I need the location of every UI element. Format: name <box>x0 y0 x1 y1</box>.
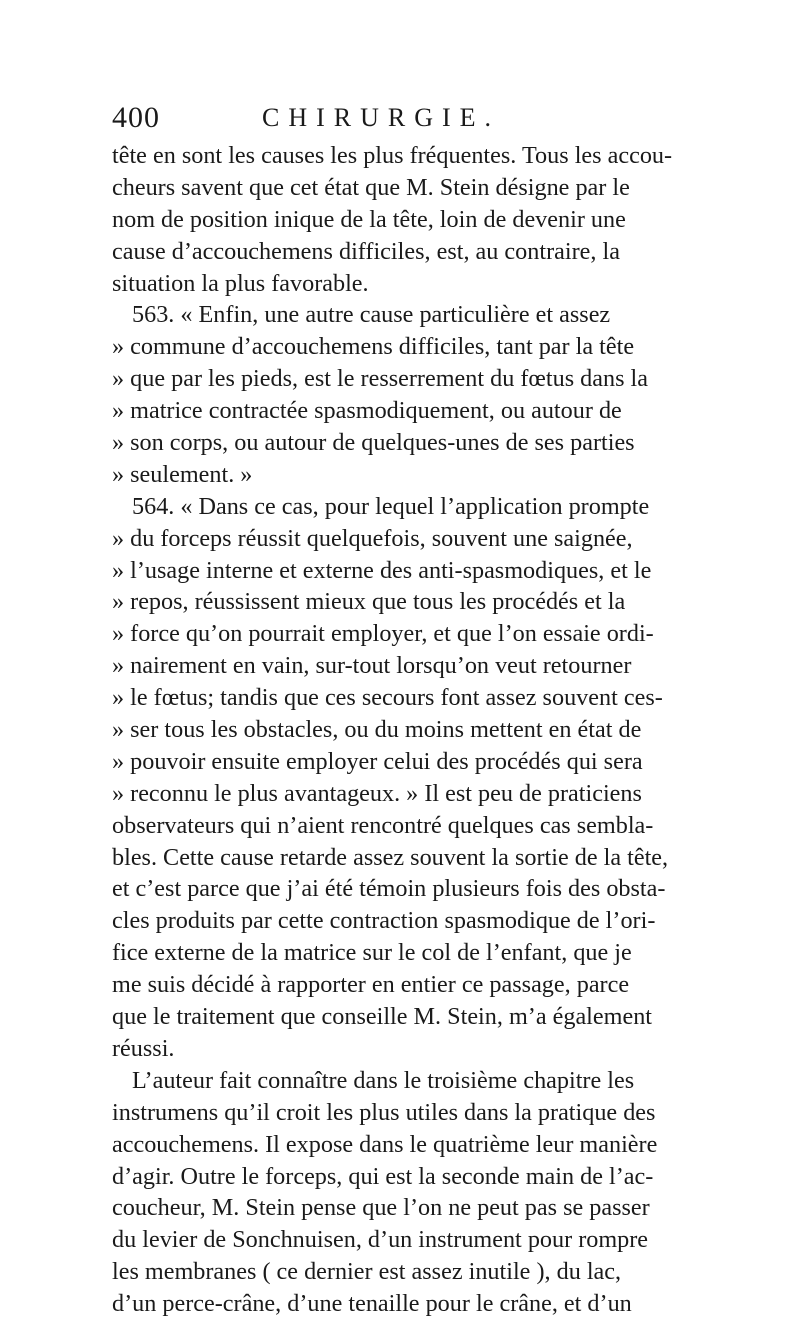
body-text <box>112 140 686 1320</box>
text-line: » reconnu le plus avantageux. » Il est peu de praticiens <box>112 779 642 807</box>
text-line: réussi. <box>112 1034 175 1062</box>
text-line: nom de position inique de la tête, loin de devenir une <box>112 205 626 233</box>
page-header <box>112 96 686 140</box>
text-line: tête en sont les causes les plus fréquentes. Tous les accou- <box>112 142 673 169</box>
text-line: coucheur, M. Stein pense que l’on ne peut pas se passer <box>112 1194 650 1222</box>
text-line: les membranes ( ce dernier est assez inutile ), du lac, <box>112 1258 622 1286</box>
text-line: » nairement en vain, sur-tout lorsqu’on veut retourner <box>112 652 632 680</box>
text-line: cause d’accouchemens difficiles, est, au contraire, la <box>112 237 620 265</box>
text-line: accouchemens. Il expose dans le quatrième leur manière <box>112 1130 658 1158</box>
text-line: » repos, réussissent mieux que tous les procédés et la <box>112 588 626 616</box>
text-line: d’un perce-crâne, d’une tenaille pour le crâne, et d’un <box>112 1290 632 1318</box>
text-line: observateurs qui n’aient rencontré quelques cas sembla- <box>112 811 654 839</box>
text-line: 564. « Dans ce cas, pour lequel l’application prompte <box>132 492 650 520</box>
text-line: d’agir. Outre le forceps, qui est la seconde main de l’ac- <box>112 1162 654 1190</box>
text-line: 563. « Enfin, une autre cause particulière et assez <box>132 301 611 329</box>
text-line: me suis décidé à rapporter en entier ce passage, parce <box>112 971 630 999</box>
text-line: » l’usage interne et externe des anti-spasmodiques, et le <box>112 556 652 584</box>
text-line: » pouvoir ensuite employer celui des procédés qui sera <box>112 747 643 775</box>
text-line: » ser tous les obstacles, ou du moins mettent en état de <box>112 716 642 744</box>
text-line: fice externe de la matrice sur le col de l’enfant, que je <box>112 939 632 967</box>
text-line: » force qu’on pourrait employer, et que l’on essaie ordi- <box>112 620 654 648</box>
text-line: du levier de Sonchnuisen, d’un instrument pour rompre <box>112 1226 649 1254</box>
text-line: » commune d’accouchemens difficiles, tant par la tête <box>112 333 635 361</box>
running-title: CHIRURGIE. <box>262 103 501 132</box>
text-line: » seulement. » <box>112 460 253 488</box>
text-line: » le fœtus; tandis que ces secours font assez souvent ces- <box>112 684 663 712</box>
text-line: bles. Cette cause retarde assez souvent la sortie de la tête, <box>112 843 669 871</box>
page-number: 400 <box>112 101 160 134</box>
text-line: cles produits par cette contraction spasmodique de l’ori- <box>112 907 656 935</box>
text-line: » du forceps réussit quelquefois, souvent une saignée, <box>112 524 633 552</box>
text-line: que le traitement que conseille M. Stein, m’a également <box>112 1003 653 1031</box>
text-line: » matrice contractée spasmodiquement, ou autour de <box>112 397 622 425</box>
text-line: et c’est parce que j’ai été témoin plusieurs fois des obsta- <box>112 875 666 903</box>
text-line: » que par les pieds, est le resserrement du fœtus dans la <box>112 365 648 393</box>
text-line: cheurs savent que cet état que M. Stein désigne par le <box>112 173 630 201</box>
text-line: instrumens qu’il croit les plus utiles dans la pratique des <box>112 1098 656 1126</box>
text-line: L’auteur fait connaître dans le troisième chapitre les <box>132 1066 635 1094</box>
book-page <box>112 96 686 1320</box>
text-line: » son corps, ou autour de quelques-unes de ses parties <box>112 429 635 457</box>
text-line: situation la plus favorable. <box>112 269 369 297</box>
